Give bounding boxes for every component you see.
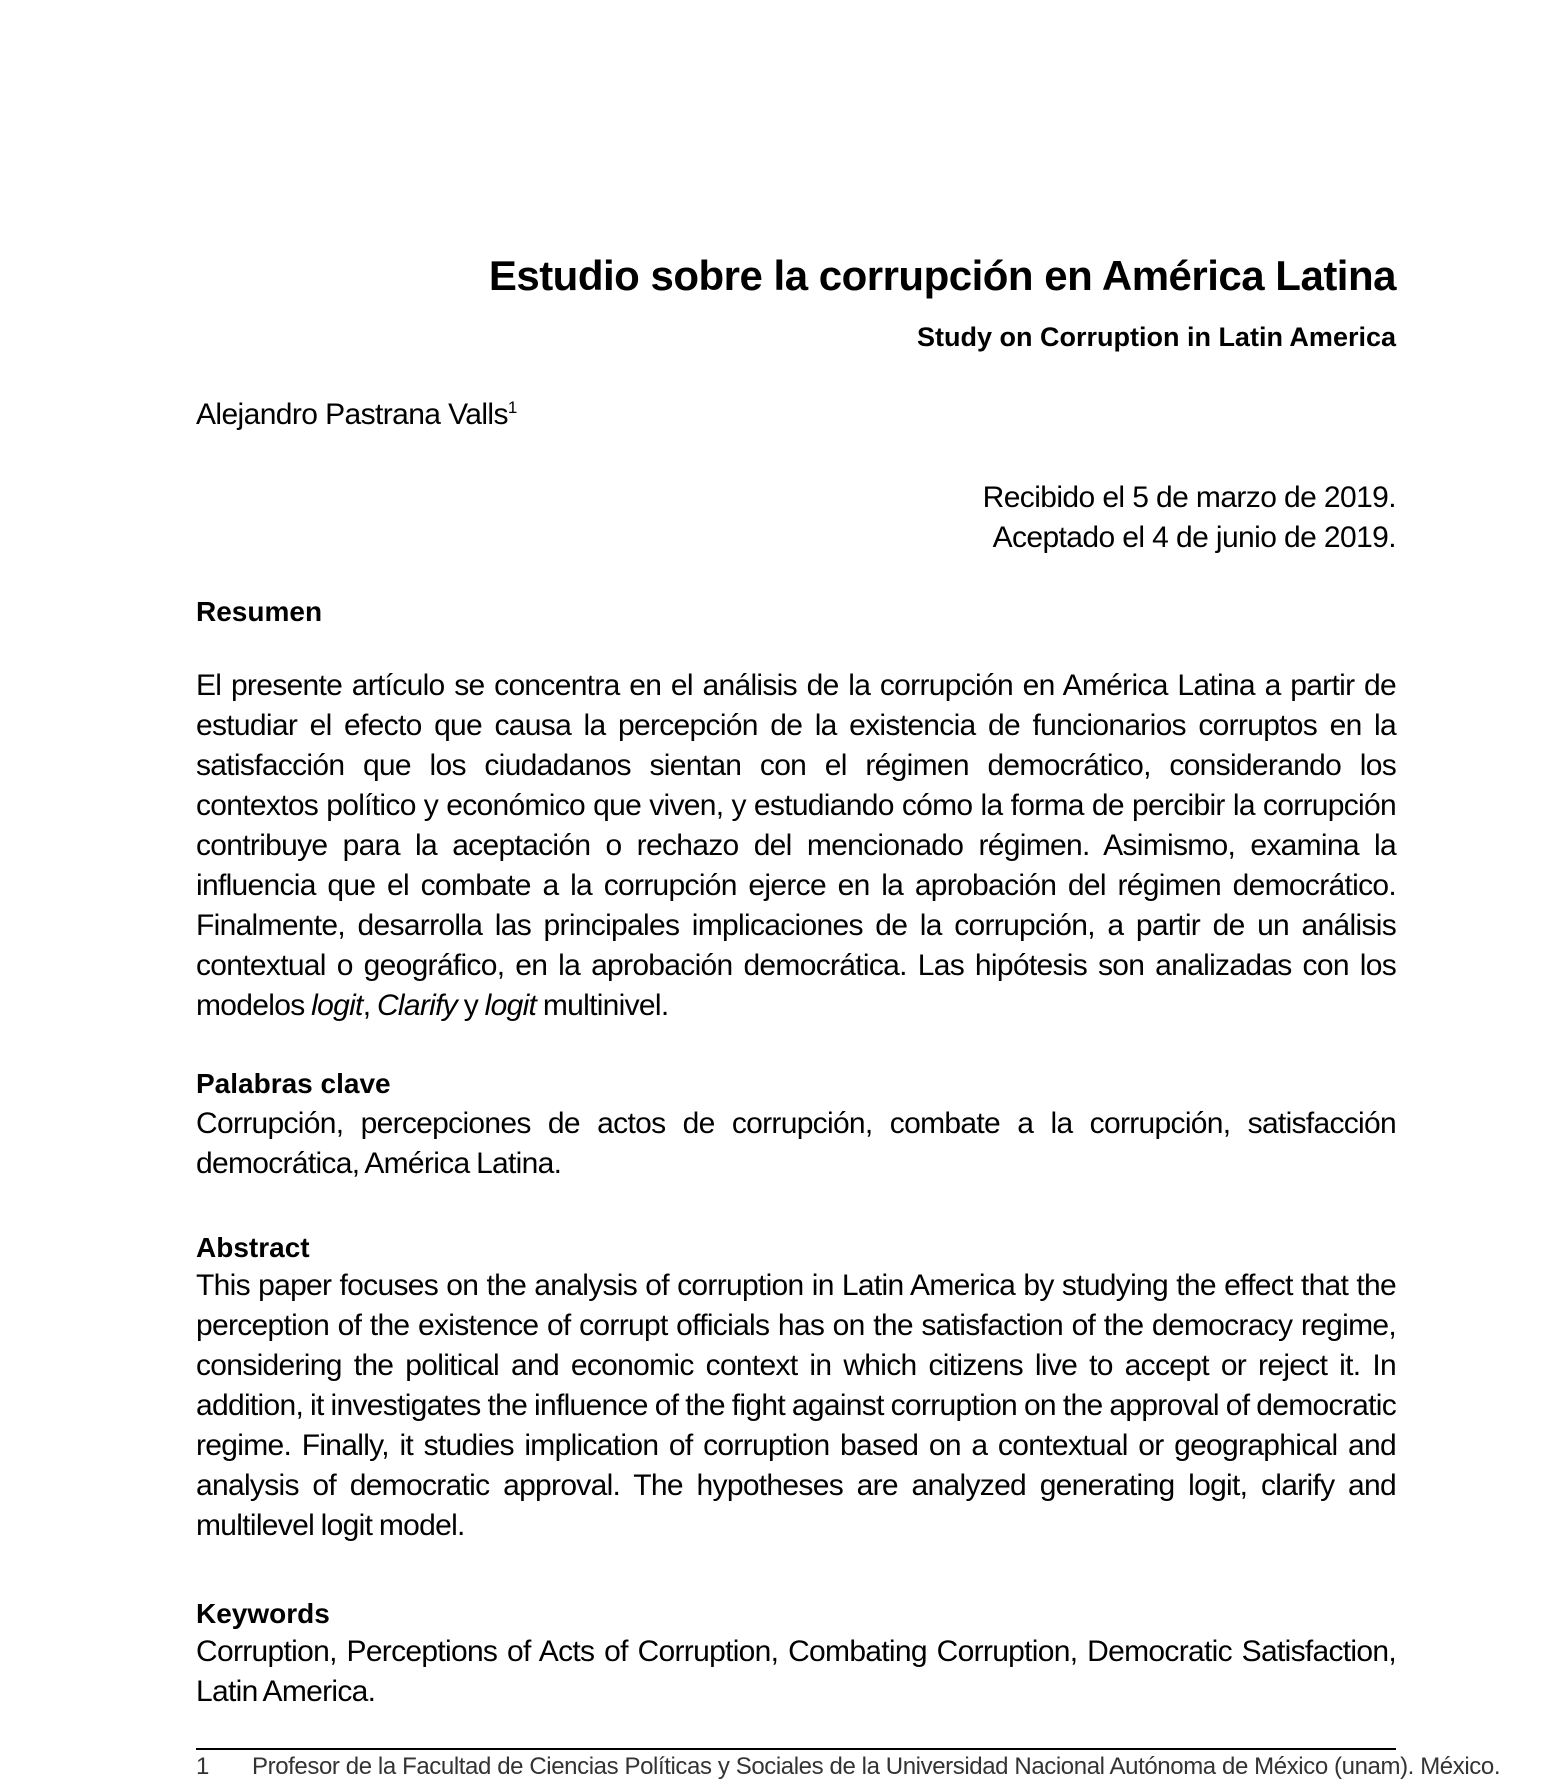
footnote-text: Profesor de la Facultad de Ciencias Políticas y Sociales de la Universidad Nacional Autónoma de México (unam). México. (252, 1753, 1501, 1780)
received-date: Recibido el 5 de marzo de 2019. (982, 481, 1396, 514)
article-subtitle: Study on Corruption in Latin America (916, 322, 1396, 352)
abstract-text: This paper focuses on the analysis of corruption in Latin America by studying the effect that the perception of the existence of corrupt officials has on the satisfaction of the democracy regime, considering the political and economic context in which citizens live to accept or reject it. In addition, it investigates the influence of the fight against corruption on the approval of democratic regime. Finally, it studies implication of corruption based on a contextual or geographical and analysis of democratic approval. The hypotheses are analyzed generating logit, clarify and multilevel logit model. (196, 1269, 1396, 1542)
resumen-sep-1: , (362, 989, 377, 1022)
palabras-clave-text: Corrupción, percepciones de actos de corrupción, combate a la corrupción, satisfacción democrática, América Latina. (196, 1107, 1396, 1180)
resumen-text (196, 666, 1396, 1026)
footnote-divider (196, 1748, 1396, 1750)
accepted-date: Aceptado el 4 de junio de 2019. (992, 521, 1396, 554)
resumen-sep-2: y (457, 989, 485, 1022)
resumen-heading: Resumen (196, 596, 323, 627)
keywords-heading: Keywords (196, 1598, 330, 1629)
resumen-term-logit-2: logit (484, 989, 537, 1022)
submission-dates (983, 478, 1396, 558)
abstract-heading: Abstract (196, 1232, 310, 1263)
keywords-text: Corruption, Perceptions of Acts of Corruption, Combating Corruption, Democratic Satisfaction, Latin America. (196, 1635, 1396, 1708)
author-footnote-mark[interactable]: 1 (507, 398, 517, 417)
resumen-end: multinivel. (536, 989, 669, 1022)
resumen-term-logit: logit (311, 989, 363, 1022)
footnote (196, 1752, 1501, 1780)
article-title: Estudio sobre la corrupción en América Latina (488, 252, 1396, 299)
author-line (196, 398, 517, 432)
palabras-clave-heading: Palabras clave (196, 1068, 391, 1099)
resumen-main: El presente artículo se concentra en el análisis de la corrupción en América Latina a partir de estudiar el efecto que causa la percepción de la existencia de funcionarios corruptos en la satisfacción que los ciudadanos sientan con el régimen democrático, considerando los contextos político y económico que viven, y estudiando cómo la forma de percibir la corrupción contribuye para la aceptación o rechazo del mencionado régimen. Asimismo, examina la influencia que el combate a la corrupción ejerce en la aprobación del régimen democrático. Finalmente, desarrolla las principales implicaciones de la corrupción, a partir de un análisis contextual o geográfico, en la aprobación democrática. Las hipótesis son analizadas con los modelos (196, 669, 1396, 1022)
footnote-number: 1 (196, 1753, 209, 1780)
author-name: Alejandro Pastrana Valls (196, 398, 508, 431)
resumen-term-clarify: Clarify (376, 989, 458, 1022)
